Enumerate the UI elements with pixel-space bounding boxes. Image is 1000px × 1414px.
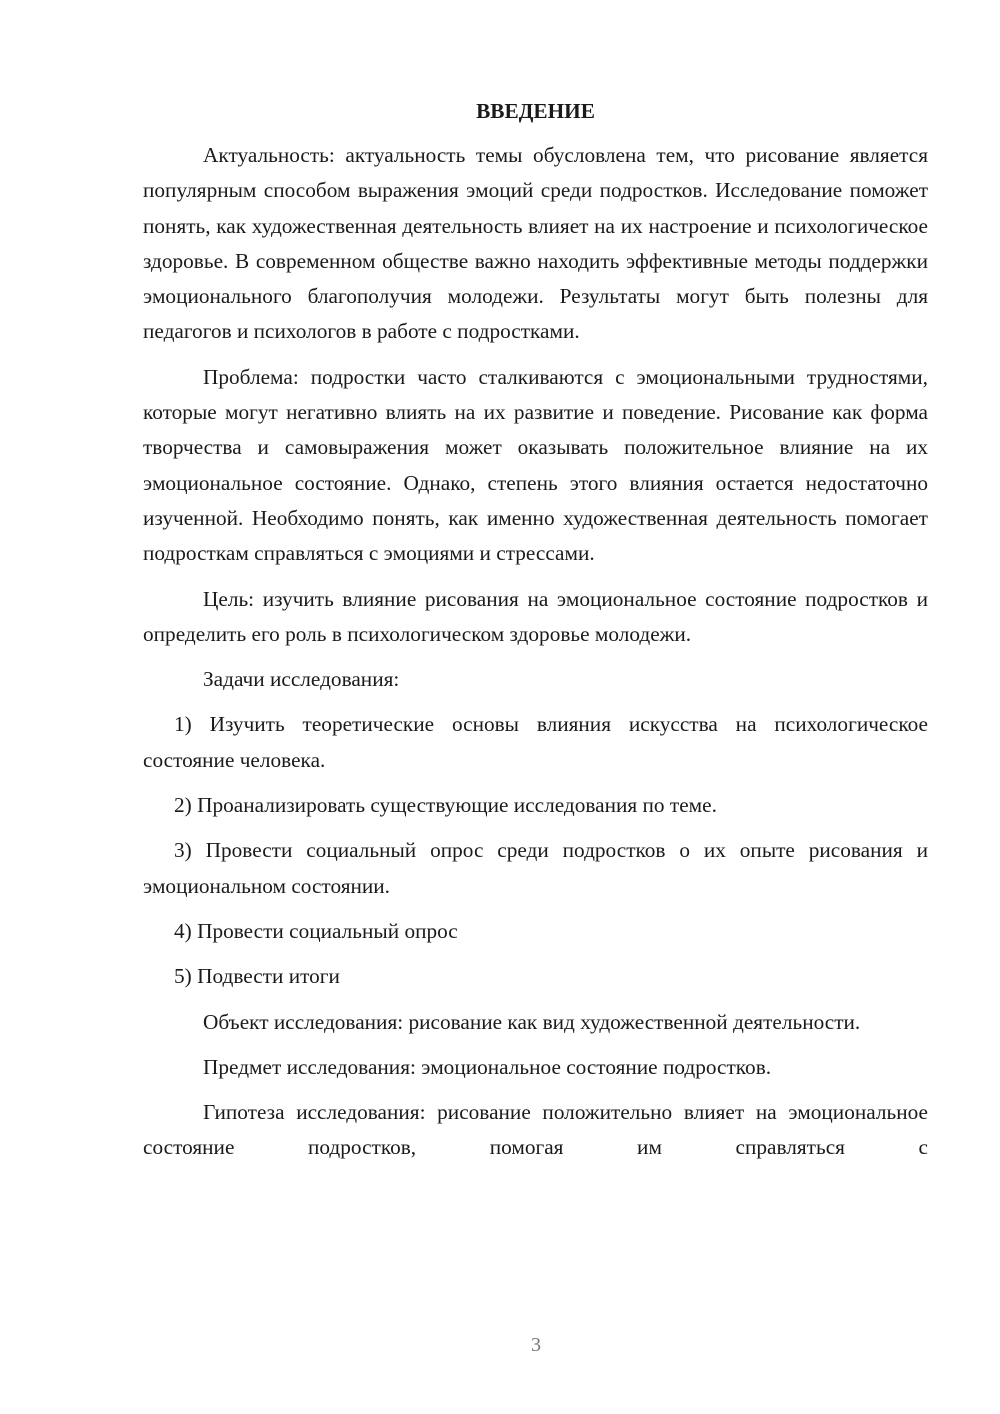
page-number: 3 bbox=[531, 1334, 541, 1356]
task-item-5: 5) Подвести итоги bbox=[174, 964, 340, 989]
page-content bbox=[143, 96, 928, 1166]
task-item-4: 4) Провести социальный опрос bbox=[174, 918, 458, 943]
paragraph-tasks-heading: Задачи исследования: bbox=[203, 667, 400, 692]
task-item-1: 1) Изучить теоретические основы влияния искусства на психологическое состояние человека. bbox=[143, 712, 928, 772]
section-title: ВВЕДЕНИЕ bbox=[476, 99, 595, 123]
paragraph-object: Объект исследования: рисование как вид художественной деятельности. bbox=[203, 1009, 861, 1034]
paragraph-subject: Предмет исследования: эмоциональное состояние подростков. bbox=[203, 1054, 772, 1079]
paragraph-problem: Проблема: подростки часто сталкиваются с эмоциональными трудностями, которые могут негативно влиять на их развитие и поведение. Рисование как форма творчества и самовыражения может оказывать положительное влияние на их эмоциональное состояние. Однако, степень этого влияния остается недостаточно изученной. Необходимо понять, как именно художественная деятельность помогает подросткам справляться с эмоциями и стрессами. bbox=[143, 364, 928, 566]
paragraph-relevance: Актуальность: актуальность темы обусловлена тем, что рисование является популярным способом выражения эмоций среди подростков. Исследование поможет понять, как художественная деятельность влияет на их настроение и психологическое здоровье. В современном обществе важно находить эффективные методы поддержки эмоционального благополучия молодежи. Результаты могут быть полезны для педагогов и психологов в работе с подростками. bbox=[143, 143, 928, 344]
paragraph-goal: Цель: изучить влияние рисования на эмоциональное состояние подростков и определить его роль в психологическом здоровье молодежи. bbox=[143, 586, 928, 646]
paragraph-hypothesis: Гипотеза исследования: рисование положительно влияет на эмоциональное состояние подростков, помогая им справляться с bbox=[143, 1100, 928, 1160]
task-item-3: 3) Провести социальный опрос среди подростков о их опыте рисования и эмоциональном состоянии. bbox=[143, 838, 928, 898]
task-item-2: 2) Проанализировать существующие исследования по теме. bbox=[174, 793, 717, 818]
